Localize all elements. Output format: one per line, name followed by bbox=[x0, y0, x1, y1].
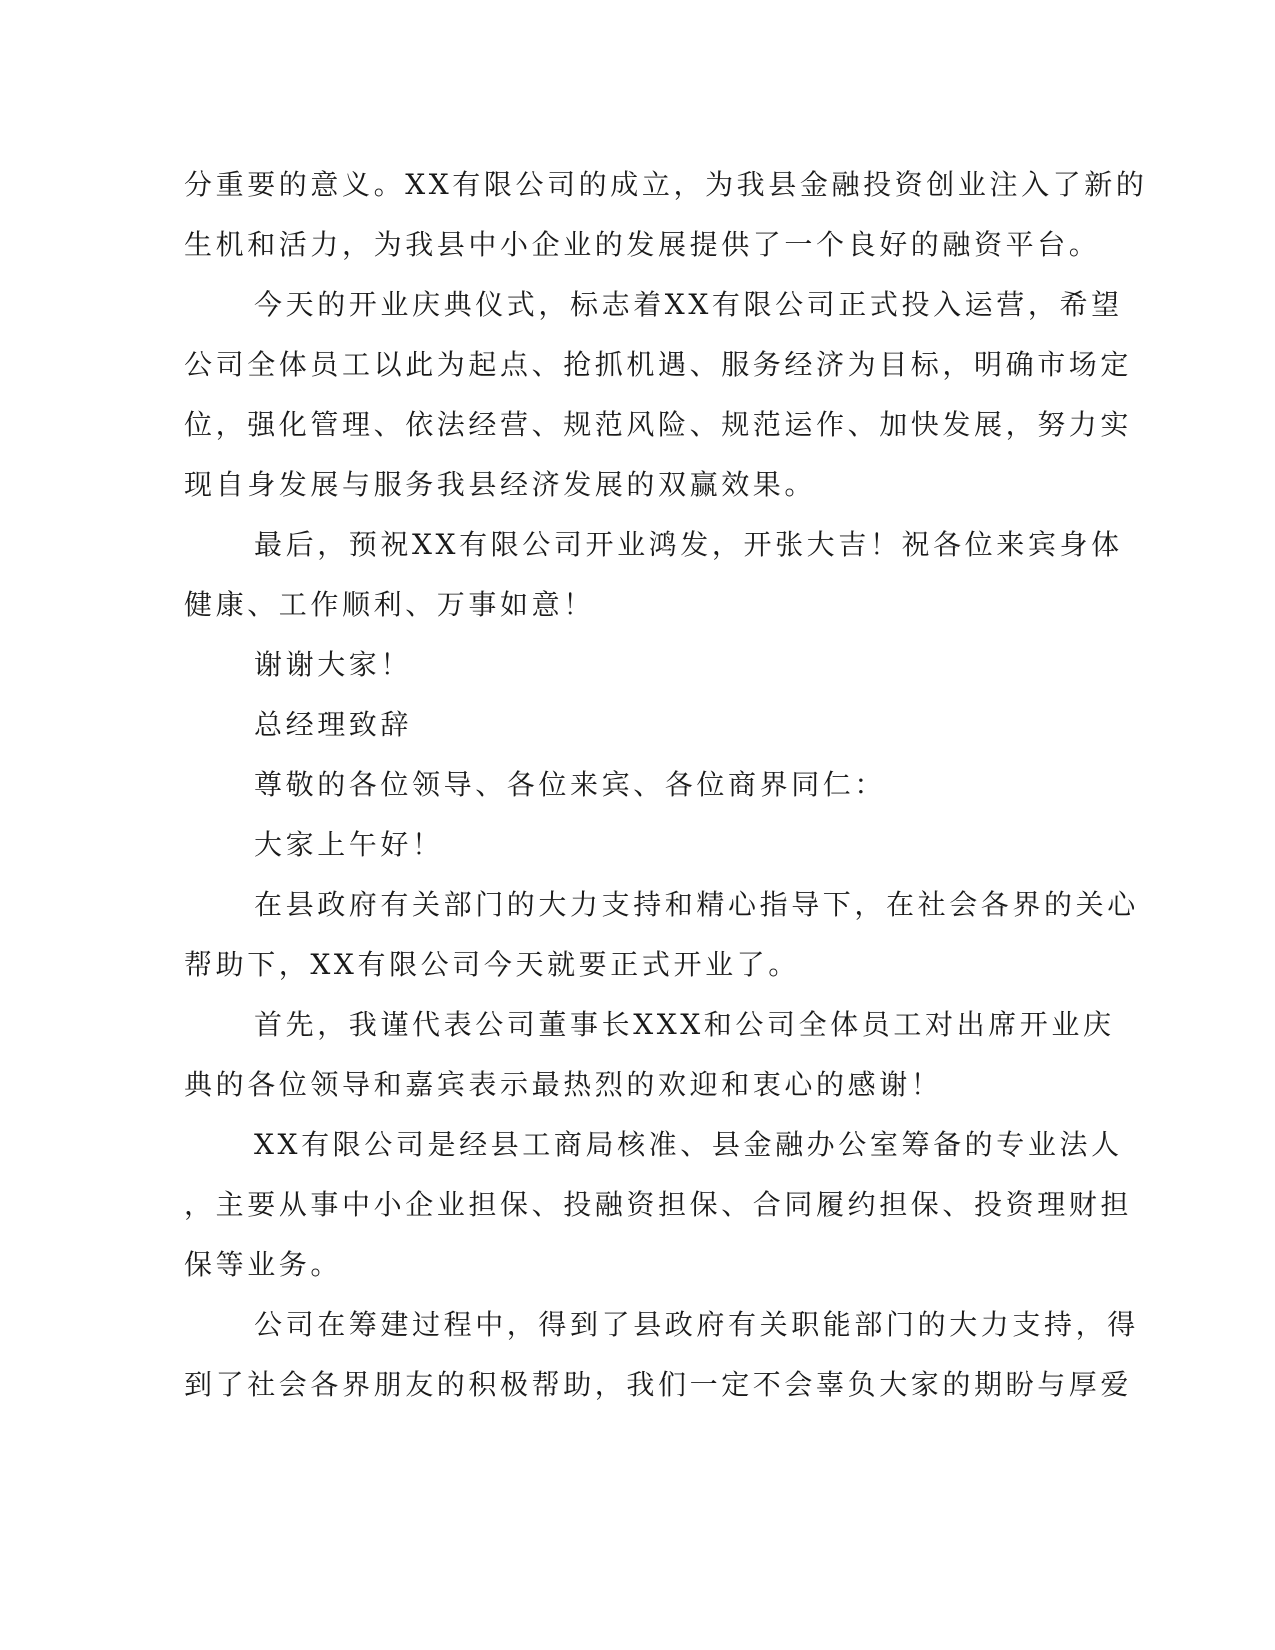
text-line: 到了社会各界朋友的积极帮助，我们一定不会辜负大家的期盼与厚爱 bbox=[184, 1368, 1133, 1401]
text-line: 分重要的意义。XX有限公司的成立，为我县金融投资创业注入了新的 bbox=[184, 168, 1148, 201]
text-line: 谢谢大家！ bbox=[254, 648, 413, 681]
text-line: 在县政府有关部门的大力支持和精心指导下，在社会各界的关心 bbox=[254, 888, 1139, 921]
text-line: 公司在筹建过程中，得到了县政府有关职能部门的大力支持，得 bbox=[254, 1308, 1139, 1341]
text-line: 尊敬的各位领导、各位来宾、各位商界同仁： bbox=[254, 768, 887, 801]
text-line: ，主要从事中小企业担保、投融资担保、合同履约担保、投资理财担 bbox=[184, 1188, 1133, 1221]
text-line: 保等业务。 bbox=[184, 1248, 343, 1281]
document-body bbox=[184, 155, 1148, 1415]
text-line: 最后，预祝XX有限公司开业鸿发，开张大吉！祝各位来宾身体 bbox=[254, 528, 1123, 561]
text-line: 位，强化管理、依法经营、规范风险、规范运作、加快发展，努力实 bbox=[184, 408, 1133, 441]
text-line: 帮助下，XX有限公司今天就要正式开业了。 bbox=[184, 948, 800, 981]
text-line: XX有限公司是经县工商局核准、县金融办公室筹备的专业法人 bbox=[254, 1128, 1123, 1161]
text-line: 生机和活力，为我县中小企业的发展提供了一个良好的融资平台。 bbox=[184, 228, 1101, 261]
text-line: 总经理致辞 bbox=[254, 708, 413, 741]
text-line: 健康、工作顺利、万事如意！ bbox=[184, 588, 595, 621]
text-line: 今天的开业庆典仪式，标志着XX有限公司正式投入运营，希望 bbox=[254, 288, 1123, 321]
text-line: 大家上午好！ bbox=[254, 828, 444, 861]
text-line: 典的各位领导和嘉宾表示最热烈的欢迎和衷心的感谢！ bbox=[184, 1068, 943, 1101]
text-line: 公司全体员工以此为起点、抢抓机遇、服务经济为目标，明确市场定 bbox=[184, 348, 1133, 381]
text-line: 首先，我谨代表公司董事长XXX和公司全体员工对出席开业庆 bbox=[254, 1008, 1115, 1041]
text-line: 现自身发展与服务我县经济发展的双赢效果。 bbox=[184, 468, 817, 501]
